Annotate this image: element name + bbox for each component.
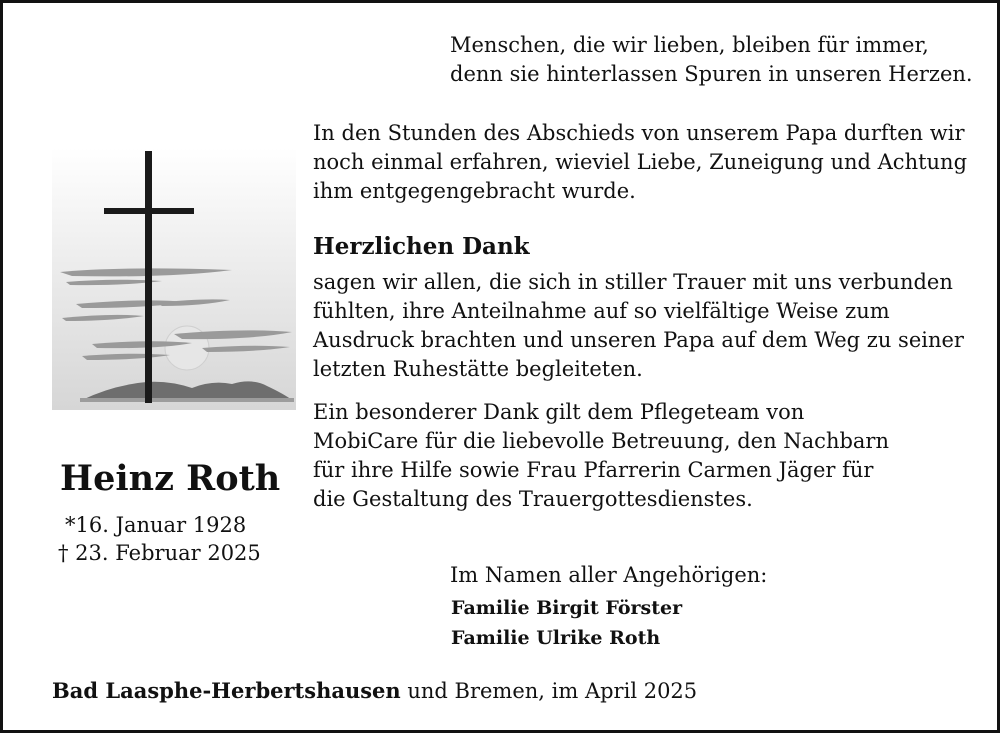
motto-line: Menschen, die wir lieben, bleiben für immer, <box>450 33 929 57</box>
cross-landscape-icon <box>52 148 296 410</box>
motto-text <box>450 31 973 89</box>
death-date: † 23. Februar 2025 <box>58 541 261 565</box>
deceased-name: Heinz Roth <box>60 458 281 499</box>
special-thanks-paragraph <box>313 398 889 514</box>
thanks-heading: Herzlichen Dank <box>313 233 530 260</box>
thanks-line: sagen wir allen, die sich in stiller Trauer mit uns verbunden <box>313 270 953 294</box>
special-thanks-line: die Gestaltung des Trauergottesdienstes. <box>313 487 753 511</box>
motto-line: denn sie hinterlassen Spuren in unseren Herzen. <box>450 62 973 86</box>
thanks-line: fühlten, ihre Anteilnahme auf so vielfältige Weise zum <box>313 299 890 323</box>
family-name: Familie Birgit Förster <box>451 597 683 619</box>
intro-line: ihm entgegengebracht wurde. <box>313 179 636 203</box>
special-thanks-line: für ihre Hilfe sowie Frau Pfarrerin Carmen Jäger für <box>313 458 874 482</box>
thanks-line: letzten Ruhestätte begleiteten. <box>313 357 643 381</box>
family-name: Familie Ulrike Roth <box>451 627 661 649</box>
intro-line: noch einmal erfahren, wieviel Liebe, Zuneigung und Achtung <box>313 150 968 174</box>
place-date-line <box>52 676 697 706</box>
signoff-text: Im Namen aller Angehörigen: <box>450 563 768 587</box>
intro-paragraph <box>313 119 967 206</box>
special-thanks-line: Ein besonderer Dank gilt dem Pflegeteam von <box>313 400 805 424</box>
thanks-line: Ausdruck brachten und unseren Papa auf dem Weg zu seiner <box>313 328 964 352</box>
birth-date: *16. Januar 1928 <box>65 513 247 537</box>
intro-line: In den Stunden des Abschieds von unserem Papa durften wir <box>313 121 965 145</box>
thanks-paragraph <box>313 268 964 384</box>
place-name: Bad Laasphe-Herbertshausen <box>52 678 401 703</box>
date-text: und Bremen, im April 2025 <box>400 679 698 703</box>
special-thanks-line: MobiCare für die liebevolle Betreuung, den Nachbarn <box>313 429 889 453</box>
